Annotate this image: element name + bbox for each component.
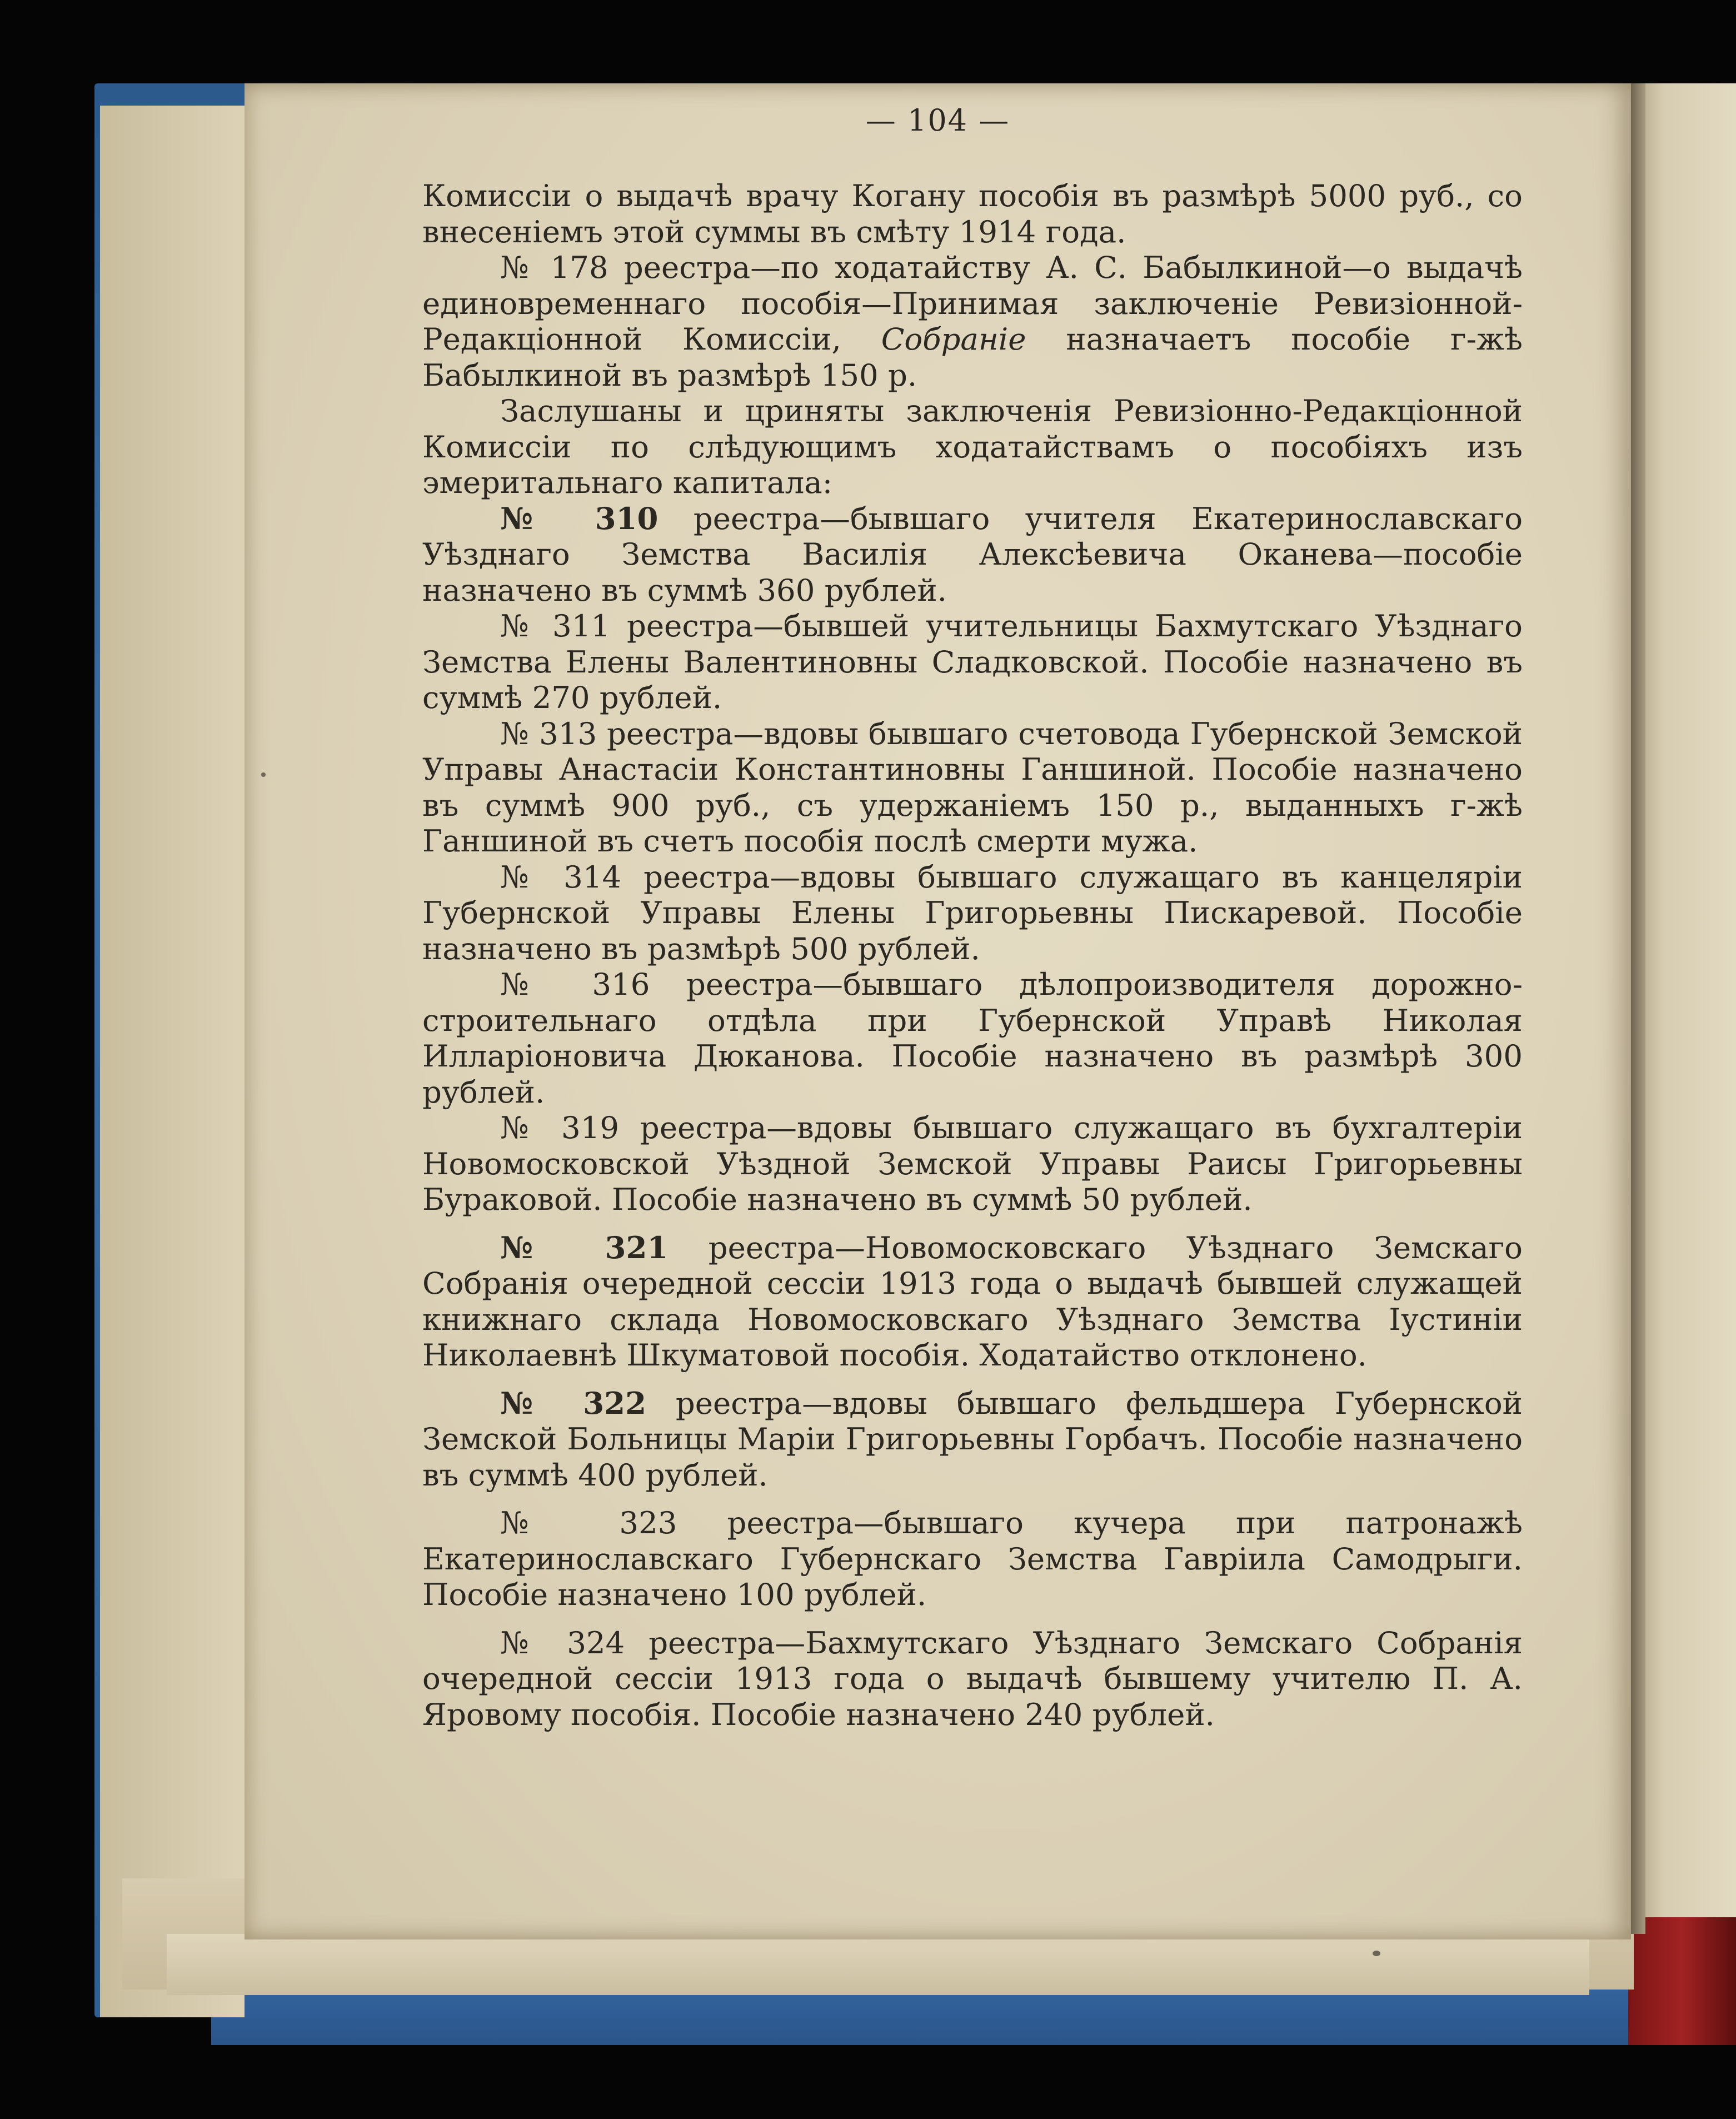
paragraph-intro: [422, 393, 1523, 501]
paragraph-entry-313: [422, 716, 1523, 859]
registry-number: № 321: [500, 1229, 669, 1265]
paragraph-entry-322: [422, 1385, 1523, 1493]
paragraph-text: реестра—Бахмутскаго Уѣзднаго Земскаго Собранія очередной сессіи 1913 года о выдачѣ бывшему учителю П. А. Яровому пособія. Пособіе назначено 240 рублей.: [422, 1624, 1523, 1732]
paragraph-text: реестра—по ходатайству А. С. Бабылкиной—о выдачѣ единовременнаго пособія—Принимая заключеніе Ревизіонной-Редакціонной Комиссіи,: [422, 250, 1523, 357]
paragraph-entry-323: [422, 1505, 1523, 1613]
paragraph-text: реестра—вдовы бывшаго служащаго въ бухгалтеріи Новомосковской Уѣздной Земской Управы Раисы Григорьевны Бураковой. Пособіе назначено въ суммѣ 50 рублей.: [422, 1110, 1523, 1217]
paragraph-entry-319: [422, 1110, 1523, 1218]
paragraph-text: реестра—бывшей учительницы Бахмутскаго Уѣзднаго Земства Елены Валентиновны Сладковской. Пособіе назначено въ суммѣ 270 рублей.: [422, 608, 1523, 715]
paragraph-entry-316: [422, 966, 1523, 1110]
paragraph-entry-178: [422, 250, 1523, 393]
paragraph-text: реестра—бывшаго учителя Екатеринославскаго Уѣзднаго Земства Василія Алексѣевича Оканева—пособіе назначено въ суммѣ 360 рублей.: [422, 500, 1523, 608]
paragraph-text: назначаетъ пособіе г-жѣ Бабылкиной въ размѣрѣ 150 р.: [422, 321, 1523, 393]
book-gutter: [1631, 83, 1645, 1934]
paragraph-text: реестра—бывшаго дѣлопроизводителя дорожно-строительнаго отдѣла при Губернской Управѣ Николая Илларіоновича Дюканова. Пособіе назначено въ размѣрѣ 300 рублей.: [422, 966, 1523, 1110]
paragraph-entry-311: [422, 608, 1523, 716]
paragraph-text: Заслушаны и цриняты заключенія Ревизіонно-Редакціонной Комиссіи по слѣдующимъ ходатайствамъ о пособіяхъ изъ эмеритальнаго капитала:: [422, 393, 1523, 500]
paragraph-text: реестра—вдовы бывшаго счетовода Губернской Земской Управы Анастасіи Константиновны Ганшиной. Пособіе назначено въ суммѣ 900 руб., съ удержаніемъ 150 р., выданныхъ г-жѣ Ганшиной въ счетъ пособія послѣ смерти мужа.: [422, 715, 1523, 859]
registry-number: № 323: [500, 1505, 677, 1540]
paragraph-entry-310: [422, 501, 1523, 609]
emphasis-text: Собраніе: [881, 321, 1026, 357]
registry-number: № 314: [500, 859, 622, 895]
facing-page: [1639, 83, 1736, 1917]
paragraph-continuation: [422, 178, 1523, 250]
registry-number: № 324: [500, 1624, 625, 1661]
paragraph-text: реестра—Новомосковскаго Уѣзднаго Земскаго Собранія очередной сессіи 1913 года о выдачѣ бывшей служащей книжнаго склада Новомосковскаго Уѣзднаго Земства Іустиніи Николаевнѣ Шкуматовой пособія. Ходатайство отклонено.: [422, 1229, 1523, 1373]
paragraph-entry-324: [422, 1625, 1523, 1733]
registry-number: № 322: [500, 1385, 646, 1421]
registry-number: № 311: [500, 608, 611, 644]
registry-number: № 310: [500, 500, 659, 536]
registry-number: № 178: [500, 250, 608, 285]
paper-speck: [261, 772, 266, 777]
registry-number: № 316: [500, 966, 650, 1002]
page-stack-left-edge: [100, 106, 245, 2017]
paragraph-entry-321: [422, 1230, 1523, 1373]
registry-number: № 319: [500, 1110, 620, 1145]
paragraph-entry-314: [422, 859, 1523, 967]
page-number: — 104 —: [865, 103, 1010, 138]
paper-speck: [1373, 1951, 1380, 1956]
paragraph-text: реестра—вдовы бывшаго служащаго въ канцеляріи Губернской Управы Елены Григорьевны Пискаревой. Пособіе назначено въ размѣрѣ 500 рублей.: [422, 859, 1523, 966]
page-body-text: [422, 178, 1523, 1732]
paragraph-text: реестра—вдовы бывшаго фельдшера Губернской Земской Больницы Маріи Григорьевны Горбачъ. Пособіе назначено въ суммѣ 400 рублей.: [422, 1385, 1523, 1493]
page-stack-bottom-edge-lower: [167, 1934, 1589, 1995]
paragraph-text: реестра—бывшаго кучера при патронажѣ Екатеринославскаго Губернскаго Земства Гавріила Самодрыги. Пособіе назначено 100 рублей.: [422, 1505, 1523, 1612]
book-page: [245, 83, 1631, 1939]
registry-number: № 313: [500, 715, 597, 751]
paragraph-text: Комиссіи о выдачѣ врачу Когану пособія въ размѣрѣ 5000 руб., со внесеніемъ этой суммы въ смѣту 1914 года.: [422, 178, 1523, 250]
